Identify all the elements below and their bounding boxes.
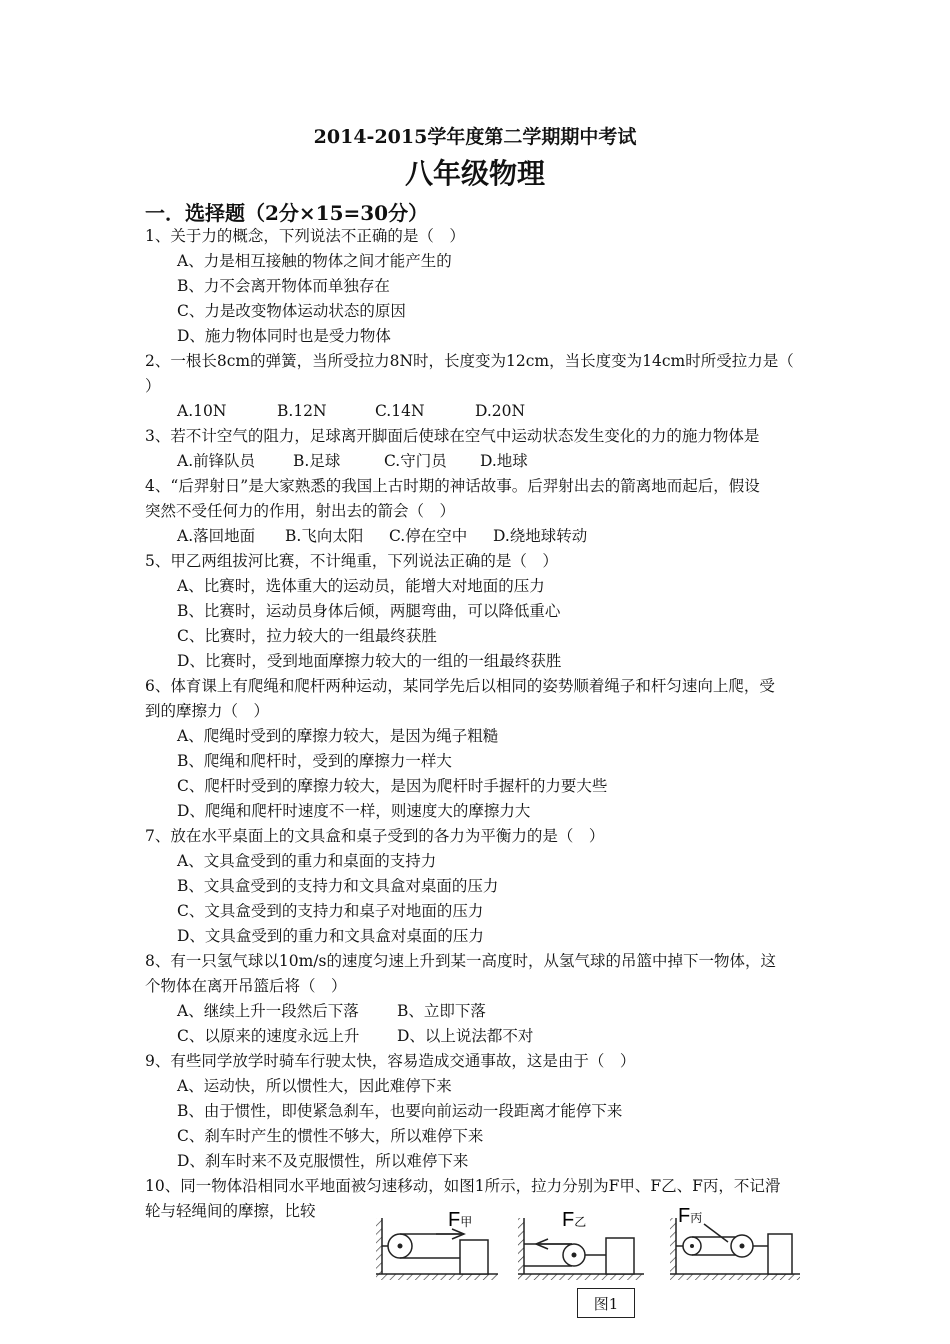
question-9-stem: 9、有些同学放学时骑车行驶太快，容易造成交通事故，这是由于（ ）: [145, 1052, 636, 1070]
question-3-option-d: D.地球: [480, 452, 528, 470]
section-heading: 一．选择题（2分×15=30分）: [145, 201, 429, 225]
question-9-option-c: C、刹车时产生的惯性不够大，所以难停下来: [177, 1127, 484, 1145]
question-8-option-c: C、以原来的速度永远上升: [177, 1027, 360, 1045]
wall-hatch: [376, 1218, 382, 1274]
question-7-option-a: A、文具盒受到的重力和桌面的支持力: [177, 852, 437, 870]
question-6-option-a: A、爬绳时受到的摩擦力较大，是因为绳子粗糙: [177, 727, 499, 745]
force-label-yi: [562, 1209, 586, 1231]
question-2-stem: 2、一根长8cm的弹簧，当所受拉力8N时，长度变为12cm，当长度变为14cm时所受拉力是（: [145, 352, 794, 370]
question-1-option-b: B、力不会离开物体而单独存在: [177, 277, 390, 295]
question-6-option-c: C、爬杆时受到的摩擦力较大，是因为爬杆时手握杆的力要大些: [177, 777, 608, 795]
pull-rope: [704, 1224, 728, 1242]
question-7-option-c: C、文具盒受到的支持力和桌子对地面的压力: [177, 902, 484, 920]
question-5-option-b: B、比赛时，运动员身体后倾，两腿弯曲，可以降低重心: [177, 602, 561, 620]
question-8-option-b: B、立即下落: [397, 1002, 486, 1020]
question-6-stem-cont: 到的摩擦力（ ）: [145, 702, 270, 720]
question-7-option-d: D、文具盒受到的重力和文具盒对桌面的压力: [177, 927, 484, 945]
question-2-option-b: B.12N: [277, 402, 327, 420]
block: [768, 1234, 792, 1274]
question-2-option-a: A.10N: [177, 402, 227, 420]
block: [606, 1238, 634, 1274]
question-4-stem: 4、“后羿射日”是大家熟悉的我国上古时期的神话故事。后羿射出去的箭离地而起后，假设: [145, 477, 760, 495]
pulley-setup-jia: [376, 1209, 498, 1280]
question-1-stem: 1、关于力的概念，下列说法不正确的是（ ）: [145, 227, 465, 245]
question-4-option-a: A.落回地面: [177, 527, 256, 545]
force-subscript: 丙: [690, 1211, 703, 1225]
question-1-option-c: C、力是改变物体运动状态的原因: [177, 302, 406, 320]
force-symbol: F: [448, 1209, 461, 1231]
question-6-option-b: B、爬绳和爬杆时，受到的摩擦力一样大: [177, 752, 452, 770]
force-subscript: 乙: [574, 1215, 587, 1229]
question-5-option-a: A、比赛时，选体重大的运动员，能增大对地面的压力: [177, 577, 545, 595]
question-3-option-a: A.前锋队员: [177, 452, 256, 470]
question-2-option-c: C.14N: [375, 402, 425, 420]
ground-hatch: [376, 1274, 498, 1280]
question-8-option-a: A、继续上升一段然后下落: [177, 1002, 359, 1020]
force-symbol: F: [562, 1209, 575, 1231]
ground-hatch: [518, 1274, 644, 1280]
question-9-option-b: B、由于惯性，即使紧急刹车，也要向前运动一段距离才能停下来: [177, 1102, 623, 1120]
movable-pulley-hub: [740, 1244, 745, 1249]
question-4-stem-cont: 突然不受任何力的作用，射出去的箭会（ ）: [145, 502, 456, 520]
question-8-stem: 8、有一只氢气球以10m/s的速度匀速上升到某一高度时，从氢气球的吊篮中掉下一物体，这: [145, 952, 776, 970]
pulley-setup-bing: [670, 1205, 800, 1280]
question-9-option-d: D、刹车时来不及克服惯性，所以难停下来: [177, 1152, 469, 1170]
force-symbol: F: [678, 1205, 691, 1227]
question-8-options-row-1: [145, 999, 810, 1024]
pulley-setup-yi: [518, 1209, 644, 1280]
question-2-stem-cont: ）: [145, 377, 161, 395]
question-3-option-b: B.足球: [293, 452, 341, 470]
question-4-option-c: C.停在空中: [389, 527, 468, 545]
question-10-stem-cont: 轮与轻绳间的摩擦，比较: [145, 1202, 316, 1220]
pulley-hub: [398, 1244, 403, 1249]
question-6-stem: 6、体育课上有爬绳和爬杆两种运动，某同学先后以相同的姿势顺着绳子和杆匀速向上爬，受: [145, 677, 775, 695]
question-5-option-d: D、比赛时，受到地面摩擦力较大的一组的一组最终获胜: [177, 652, 562, 670]
question-4-option-b: B.飞向太阳: [285, 527, 364, 545]
question-list: [145, 224, 810, 1224]
question-3-stem: 3、若不计空气的阻力，足球离开脚面后使球在空气中运动状态发生变化的力的施力物体是: [145, 427, 760, 445]
question-4-option-d: D.绕地球转动: [493, 527, 588, 545]
force-subscript: 甲: [460, 1215, 473, 1229]
exam-subject: 八年级物理: [404, 157, 545, 190]
question-8-options-row-2: [145, 1024, 810, 1049]
question-8-stem-cont: 个物体在离开吊篮后将（ ）: [145, 977, 347, 995]
wall-hatch: [670, 1218, 676, 1274]
figure-caption: 图1: [577, 1288, 635, 1318]
question-1-option-a: A、力是相互接触的物体之间才能产生的: [177, 252, 452, 270]
force-label-bing: [678, 1205, 702, 1227]
question-9-option-a: A、运动快，所以惯性大，因此难停下来: [177, 1077, 452, 1095]
question-7-option-b: B、文具盒受到的支持力和文具盒对桌面的压力: [177, 877, 499, 895]
question-3-option-c: C.守门员: [384, 452, 447, 470]
question-7-stem: 7、放在水平桌面上的文具盒和桌子受到的各力为平衡力的是（ ）: [145, 827, 605, 845]
question-4-options: [145, 524, 810, 549]
ground-hatch: [670, 1274, 800, 1280]
wall-hatch: [518, 1218, 524, 1274]
pulley-hub: [572, 1253, 577, 1258]
question-5-option-c: C、比赛时，拉力较大的一组最终获胜: [177, 627, 437, 645]
question-2-options: [145, 399, 810, 424]
block: [460, 1240, 488, 1274]
question-10-stem: 10、同一物体沿相同水平地面被匀速移动，如图1所示，拉力分别为F甲、F乙、F丙，不记滑: [145, 1177, 781, 1195]
question-6-option-d: D、爬绳和爬杆时速度不一样，则速度大的摩擦力大: [177, 802, 531, 820]
question-3-options: [145, 449, 810, 474]
fixed-pulley-hub: [690, 1244, 694, 1248]
question-1-option-d: D、施力物体同时也是受力物体: [177, 327, 391, 345]
force-label-jia: [448, 1209, 472, 1231]
exam-title: 2014-2015学年度第二学期期中考试: [313, 126, 637, 148]
question-8-option-d: D、以上说法都不对: [397, 1027, 534, 1045]
question-5-stem: 5、甲乙两组拔河比赛，不计绳重，下列说法正确的是（ ）: [145, 552, 558, 570]
question-2-option-d: D.20N: [475, 402, 526, 420]
